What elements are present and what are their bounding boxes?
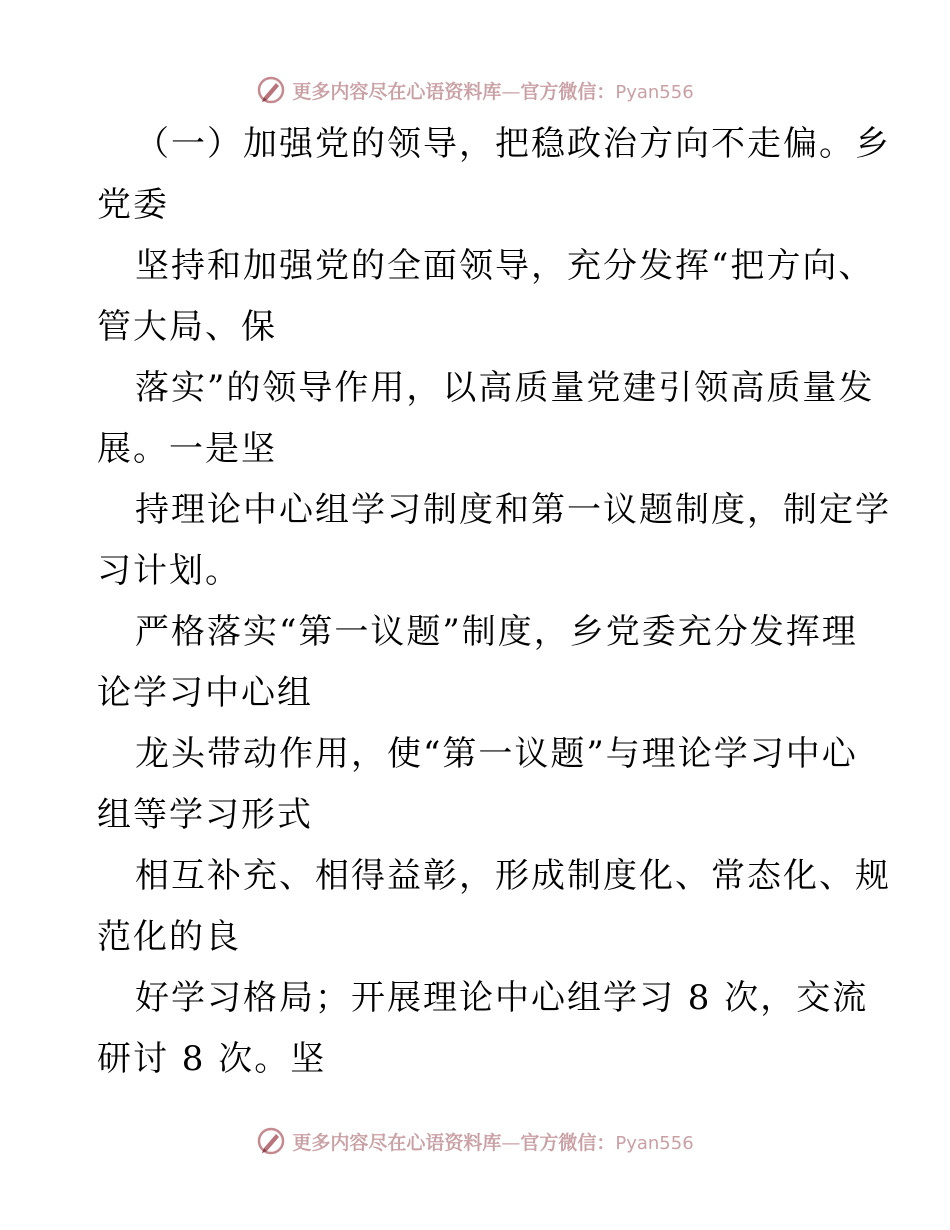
- watermark-text: 更多内容尽在心语资料库—官方微信：Pyan556: [292, 80, 694, 103]
- text-line: 持理论中心组学习制度和第一议题制度，制定学: [135, 490, 891, 530]
- text-line: 习计划。: [97, 551, 241, 591]
- text-line: （一）加强党的领导，把稳政治方向不走偏。乡: [135, 124, 891, 164]
- text-line: 展。一是坚: [97, 429, 277, 469]
- text-line: 龙头带动作用，使“第一议题”与理论学习中心: [135, 734, 858, 774]
- text-line: 管大局、保: [97, 307, 277, 347]
- text-line: 落实”的领导作用，以高质量党建引领高质量发: [135, 368, 875, 408]
- watermark-text: 更多内容尽在心语资料库—官方微信：Pyan556: [292, 1131, 694, 1154]
- pen-logo-icon: [256, 1126, 286, 1156]
- text-line: 研讨 8 次。坚: [97, 1039, 327, 1079]
- text-line: 组等学习形式: [97, 795, 313, 835]
- watermark-header: [0, 73, 950, 107]
- text-line: 严格落实“第一议题”制度，乡党委充分发挥理: [135, 612, 858, 652]
- text-line: 党委: [97, 185, 169, 225]
- text-line: 好学习格局；开展理论中心组学习 8 次，交流: [135, 978, 869, 1018]
- text-line: 坚持和加强党的全面领导，充分发挥“把方向、: [135, 246, 875, 286]
- text-line: 论学习中心组: [97, 673, 313, 713]
- text-line: 相互补充、相得益彰，形成制度化、常态化、规: [135, 856, 891, 896]
- text-line: 范化的良: [97, 917, 241, 957]
- pen-logo-icon: [256, 75, 286, 105]
- watermark-footer: [0, 1124, 950, 1158]
